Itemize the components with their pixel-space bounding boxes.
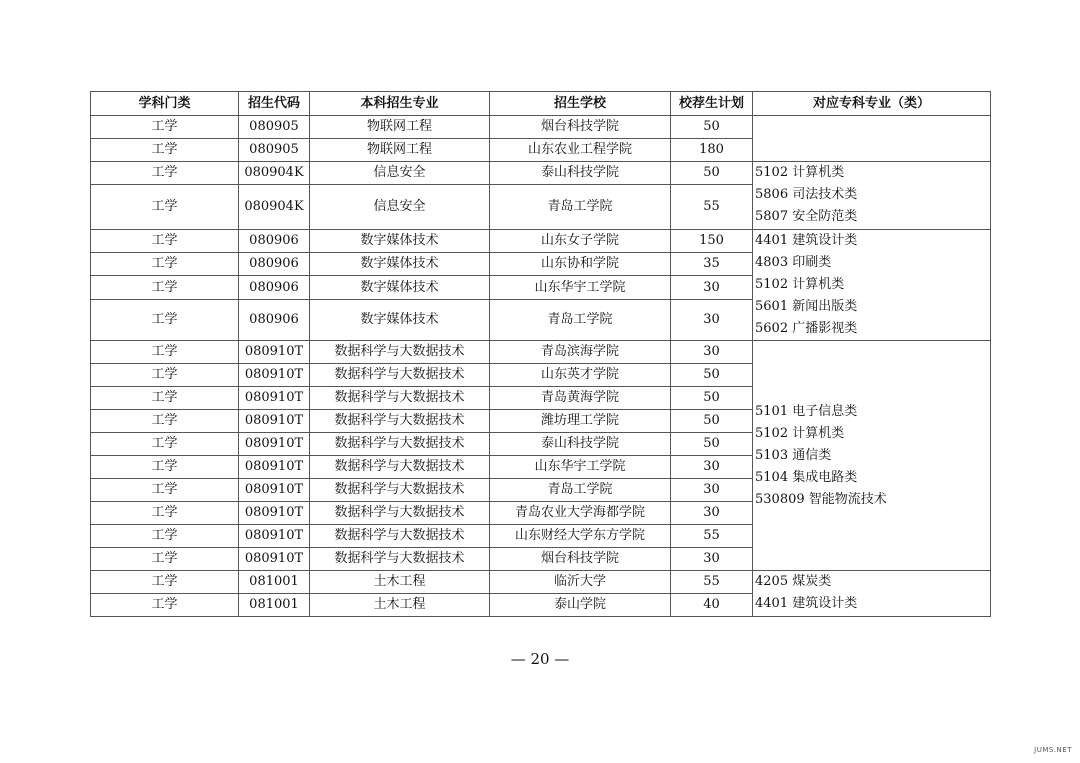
code-cell: 080906 (239, 299, 310, 340)
plan-cell: 55 (671, 571, 753, 594)
table-row (91, 571, 991, 594)
plan-cell: 30 (671, 276, 753, 299)
vocational-major-line: 5101 电子信息类 (755, 403, 858, 419)
code-cell: 080910T (239, 456, 310, 479)
school-cell: 泰山科技学院 (490, 433, 671, 456)
category-cell: 工学 (91, 594, 239, 617)
code-cell: 080910T (239, 341, 310, 364)
category-cell: 工学 (91, 502, 239, 525)
table-row (91, 230, 991, 253)
plan-cell: 50 (671, 364, 753, 387)
code-cell: 080910T (239, 410, 310, 433)
code-cell: 081001 (239, 571, 310, 594)
plan-cell: 30 (671, 479, 753, 502)
plan-cell: 50 (671, 410, 753, 433)
code-cell: 080904K (239, 162, 310, 185)
category-cell: 工学 (91, 230, 239, 253)
vocational-major-line: 5103 通信类 (755, 447, 832, 463)
school-cell: 临沂大学 (490, 571, 671, 594)
major-name-cell: 信息安全 (310, 162, 490, 185)
school-cell: 山东华宇工学院 (490, 456, 671, 479)
school-cell: 泰山科技学院 (490, 162, 671, 185)
school-cell: 潍坊理工学院 (490, 410, 671, 433)
plan-cell: 30 (671, 341, 753, 364)
plan-cell: 40 (671, 594, 753, 617)
vocational-major-line: 4401 建筑设计类 (755, 233, 858, 248)
plan-cell: 50 (671, 116, 753, 139)
category-cell: 工学 (91, 364, 239, 387)
school-cell: 烟台科技学院 (490, 116, 671, 139)
category-cell: 工学 (91, 139, 239, 162)
category-cell: 工学 (91, 456, 239, 479)
plan-cell: 50 (671, 387, 753, 410)
category-cell: 工学 (91, 253, 239, 276)
code-cell: 080910T (239, 525, 310, 548)
page-number: — 20 — (510, 650, 570, 668)
vocational-major-line: 5806 司法技术类 (755, 187, 858, 202)
school-cell: 青岛工学院 (490, 479, 671, 502)
major-name-cell: 数字媒体技术 (310, 253, 490, 276)
plan-cell: 35 (671, 253, 753, 276)
major-name-cell: 数据科学与大数据技术 (310, 525, 490, 548)
major-name-cell: 数据科学与大数据技术 (310, 479, 490, 502)
header-plan: 校荐生计划 (671, 92, 753, 116)
code-cell: 080906 (239, 253, 310, 276)
vocational-majors-group-2 (753, 162, 991, 230)
plan-cell: 55 (671, 525, 753, 548)
vocational-major-line: 530809 智能物流技术 (755, 491, 887, 507)
vocational-majors-group-4 (753, 341, 991, 571)
table-row (91, 341, 991, 364)
vocational-major-line: 4803 印刷类 (755, 255, 832, 270)
school-cell: 烟台科技学院 (490, 548, 671, 571)
category-cell: 工学 (91, 116, 239, 139)
major-name-cell: 数据科学与大数据技术 (310, 433, 490, 456)
category-cell: 工学 (91, 387, 239, 410)
school-cell: 青岛农业大学海都学院 (490, 502, 671, 525)
code-cell: 080906 (239, 276, 310, 299)
category-cell: 工学 (91, 410, 239, 433)
plan-cell: 55 (671, 185, 753, 230)
school-cell: 青岛工学院 (490, 299, 671, 340)
major-name-cell: 数据科学与大数据技术 (310, 341, 490, 364)
code-cell: 080905 (239, 116, 310, 139)
plan-cell: 150 (671, 230, 753, 253)
major-name-cell: 数据科学与大数据技术 (310, 456, 490, 479)
major-name-cell: 信息安全 (310, 185, 490, 230)
category-cell: 工学 (91, 299, 239, 340)
vocational-major-line: 5102 计算机类 (755, 165, 845, 180)
code-cell: 080910T (239, 502, 310, 525)
header-major: 本科招生专业 (310, 92, 490, 116)
school-cell: 山东农业工程学院 (490, 139, 671, 162)
code-cell: 080906 (239, 230, 310, 253)
vocational-major-line: 5601 新闻出版类 (755, 299, 858, 314)
vocational-major-line: 4401 建筑设计类 (755, 596, 858, 611)
vocational-major-line: 4205 煤炭类 (755, 574, 832, 589)
code-cell: 080905 (239, 139, 310, 162)
code-cell: 080910T (239, 433, 310, 456)
major-name-cell: 物联网工程 (310, 139, 490, 162)
plan-cell: 50 (671, 162, 753, 185)
code-cell: 081001 (239, 594, 310, 617)
vocational-major-line: 5104 集成电路类 (755, 469, 858, 485)
plan-cell: 180 (671, 139, 753, 162)
table-row (91, 116, 991, 139)
school-cell: 青岛滨海学院 (490, 341, 671, 364)
major-name-cell: 数据科学与大数据技术 (310, 548, 490, 571)
major-name-cell: 物联网工程 (310, 116, 490, 139)
major-name-cell: 数据科学与大数据技术 (310, 364, 490, 387)
watermark: JUMS.NET (1034, 746, 1072, 754)
school-cell: 山东财经大学东方学院 (490, 525, 671, 548)
school-cell: 山东华宇工学院 (490, 276, 671, 299)
vocational-majors-group-1 (753, 116, 991, 162)
vocational-major-line: 5602 广播影视类 (755, 321, 858, 336)
table-row (91, 162, 991, 185)
category-cell: 工学 (91, 548, 239, 571)
school-cell: 青岛黄海学院 (490, 387, 671, 410)
major-name-cell: 数据科学与大数据技术 (310, 410, 490, 433)
plan-cell: 30 (671, 548, 753, 571)
major-name-cell: 数字媒体技术 (310, 230, 490, 253)
vocational-major-line: 5807 安全防范类 (755, 209, 858, 224)
school-cell: 山东英才学院 (490, 364, 671, 387)
table-header-row (91, 92, 991, 116)
header-code: 招生代码 (239, 92, 310, 116)
major-name-cell: 数据科学与大数据技术 (310, 387, 490, 410)
school-cell: 山东协和学院 (490, 253, 671, 276)
school-cell: 青岛工学院 (490, 185, 671, 230)
vocational-majors-group-5 (753, 571, 991, 617)
category-cell: 工学 (91, 433, 239, 456)
major-name-cell: 数字媒体技术 (310, 299, 490, 340)
major-name-cell: 数字媒体技术 (310, 276, 490, 299)
school-cell: 山东女子学院 (490, 230, 671, 253)
category-cell: 工学 (91, 341, 239, 364)
code-cell: 080910T (239, 387, 310, 410)
plan-cell: 30 (671, 502, 753, 525)
major-name-cell: 土木工程 (310, 594, 490, 617)
category-cell: 工学 (91, 525, 239, 548)
code-cell: 080910T (239, 548, 310, 571)
code-cell: 080904K (239, 185, 310, 230)
category-cell: 工学 (91, 276, 239, 299)
major-name-cell: 土木工程 (310, 571, 490, 594)
plan-cell: 50 (671, 433, 753, 456)
code-cell: 080910T (239, 364, 310, 387)
category-cell: 工学 (91, 162, 239, 185)
school-cell: 泰山学院 (490, 594, 671, 617)
header-vocational-major: 对应专科专业（类） (753, 92, 991, 116)
category-cell: 工学 (91, 571, 239, 594)
header-school: 招生学校 (490, 92, 671, 116)
category-cell: 工学 (91, 185, 239, 230)
vocational-major-line: 5102 计算机类 (755, 277, 845, 292)
vocational-major-line: 5102 计算机类 (755, 425, 845, 441)
vocational-majors-group-3 (753, 230, 991, 341)
plan-cell: 30 (671, 299, 753, 340)
category-cell: 工学 (91, 479, 239, 502)
plan-cell: 30 (671, 456, 753, 479)
admission-plan-table (90, 91, 991, 617)
code-cell: 080910T (239, 479, 310, 502)
major-name-cell: 数据科学与大数据技术 (310, 502, 490, 525)
header-category: 学科门类 (91, 92, 239, 116)
